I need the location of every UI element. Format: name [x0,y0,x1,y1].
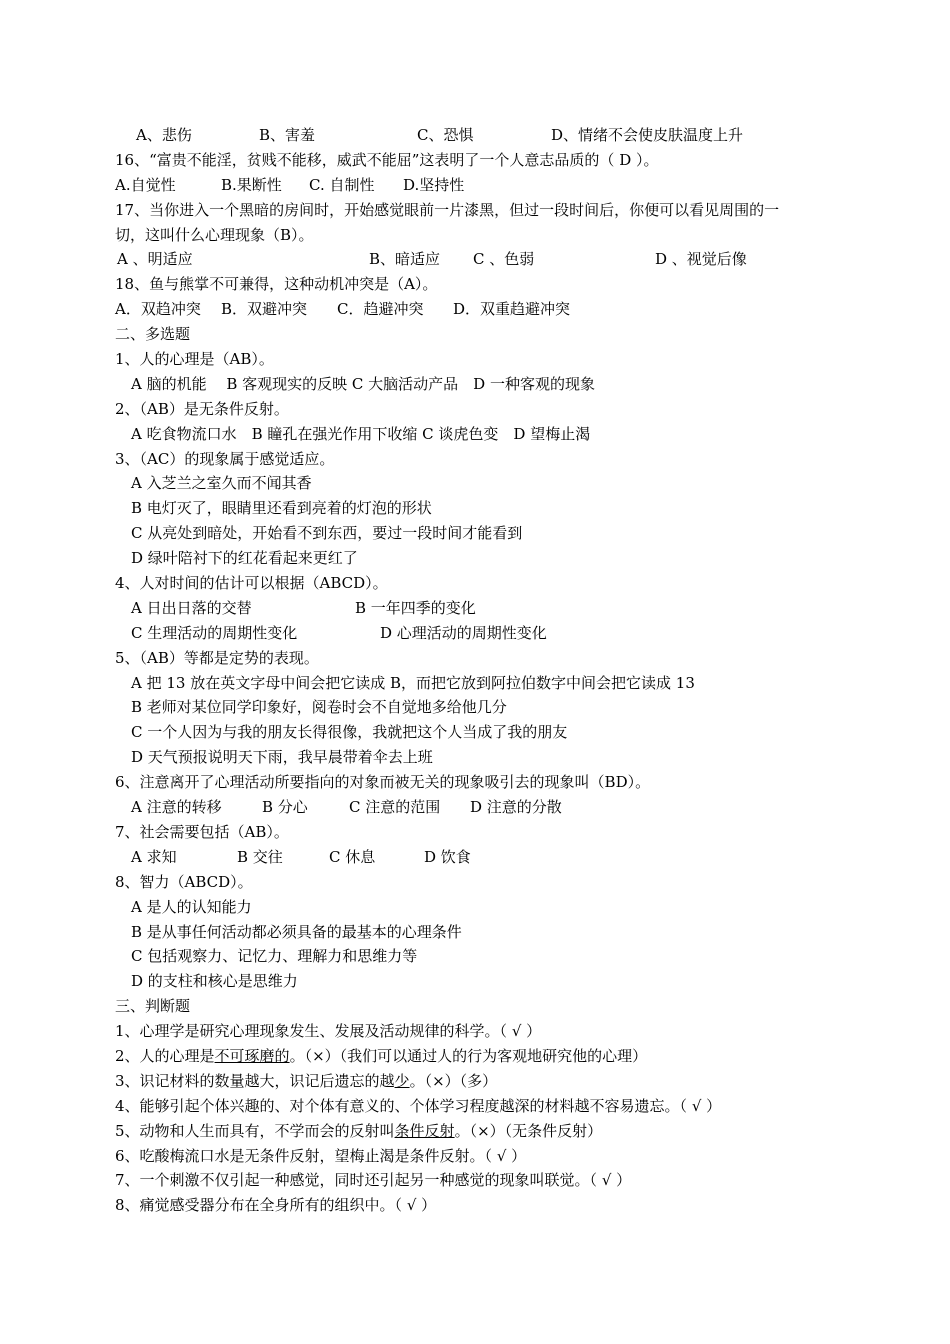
s2-q5-option-a: A 把 13 放在英文字母中间会把它读成 B，而把它放到阿拉伯数字中间会把它读成 13 [131,673,695,692]
s3-item-2-underlined: 不可琢磨的 [214,1046,290,1065]
q16-question: 16、“富贵不能淫，贫贱不能移，威武不能屈”这表明了一个人意志品质的（ D ）。 [115,150,659,169]
s2-q6-options [115,795,845,820]
s3-item-5-pre: 5、动物和人生而具有，不学而会的反射叫 [115,1121,395,1140]
s2-q3-option-c: C 从亮处到暗处，开始看不到东西，要过一段时间才能看到 [131,524,523,543]
q18-option-c: C．趋避冲突 [337,300,424,319]
s2-q7-question: 7、社会需要包括（AB）。 [115,822,289,841]
q18-options [115,297,845,322]
q17-options [115,247,845,272]
s2-q4-options-ab [115,596,845,621]
s2-q7-options [115,845,845,870]
q18-option-d: D．双重趋避冲突 [453,300,571,319]
s2-q6-option-a: A 注意的转移 [131,798,222,817]
s3-item-3 [115,1069,845,1094]
s2-q2-options: A 吃食物流口水 B 瞳孔在强光作用下收缩 C 谈虎色变 D 望梅止渴 [131,424,591,443]
document-body [115,123,845,1218]
s2-q6-question: 6、注意离开了心理活动所要指向的对象而被无关的现象吸引去的现象叫（BD）。 [115,773,651,792]
s3-item-3-underlined: 少 [394,1071,410,1090]
q16-option-d: D.坚持性 [403,175,465,194]
s2-q1-question: 1、人的心理是（AB）。 [115,350,274,369]
q15-option-a: A、悲伤 [136,126,192,144]
s2-q7-option-c: C 休息 [329,847,376,866]
s2-q5-question: 5、（AB）等都是定势的表现。 [115,648,319,667]
q16-option-a: A.自觉性 [115,175,176,194]
s2-q2-question: 2、（AB）是无条件反射。 [115,399,289,418]
q17-option-a: A 、明适应 [117,250,193,269]
s3-item-3-post: 。（×）（多） [409,1071,498,1090]
s3-item-2-pre: 2、人的心理是 [115,1046,215,1065]
s2-q7-option-d: D 饮食 [424,847,471,866]
q18-question: 18、鱼与熊掌不可兼得，这种动机冲突是（A）。 [115,275,438,294]
s2-q6-option-b: B 分心 [262,798,308,817]
s2-q8-option-b: B 是从事任何活动都必须具备的最基本的心理条件 [131,922,462,941]
s2-q5-option-d: D 天气预报说明天下雨，我早晨带着伞去上班 [131,748,433,767]
s2-q7-option-a: A 求知 [131,847,177,866]
section-title-multiple-choice: 二、多选题 [115,325,191,344]
s3-item-1: 1、心理学是研究心理现象发生、发展及活动规律的科学。（ √ ） [115,1022,542,1041]
s2-q7-option-b: B 交往 [237,847,283,866]
q15-option-c: C、恐惧 [417,126,474,144]
s2-q3-option-b: B 电灯灭了，眼睛里还看到亮着的灯泡的形状 [131,499,432,518]
section-title-true-false: 三、判断题 [115,997,191,1016]
s2-q4-question: 4、人对时间的估计可以根据（ABCD）。 [115,574,388,593]
s2-q5-option-b: B 老师对某位同学印象好，阅卷时会不自觉地多给他几分 [131,698,507,717]
q16-option-b: B.果断性 [221,175,282,194]
s3-item-6: 6、吃酸梅流口水是无条件反射，望梅止渴是条件反射。（ √ ） [115,1146,527,1165]
s3-item-5 [115,1119,845,1144]
s2-q4-option-a: A 日出日落的交替 [131,598,252,617]
q17-option-c: C 、色弱 [473,250,535,269]
s2-q4-options-cd [115,621,845,646]
s2-q8-option-a: A 是人的认知能力 [131,897,252,916]
s2-q1-options: A 脑的机能 B 客观现实的反映 C 大脑活动产品 D 一种客观的现象 [131,374,595,393]
q15-option-d: D、情绪不会使皮肤温度上升 [551,126,744,144]
q18-option-b: B．双避冲突 [221,300,308,319]
q18-option-a: A．双趋冲突 [115,300,201,319]
q15-options [115,123,845,148]
q17-question-line1: 17、当你进入一个黑暗的房间时，开始感觉眼前一片漆黑，但过一段时间后，你便可以看见周围的一 [115,200,780,219]
q16-options [115,173,845,198]
s3-item-8: 8、痛觉感受器分布在全身所有的组织中。（ √ ） [115,1196,437,1215]
q16-option-c: C. 自制性 [309,175,375,194]
q15-option-b: B、害羞 [259,126,316,144]
q17-option-b: B、暗适应 [369,250,441,269]
s2-q6-option-d: D 注意的分散 [470,798,562,817]
s3-item-7: 7、一个刺激不仅引起一种感觉，同时还引起另一种感觉的现象叫联觉。（ √ ） [115,1171,632,1190]
s3-item-2 [115,1044,845,1069]
s2-q4-option-d: D 心理活动的周期性变化 [380,623,547,642]
s3-item-5-underlined: 条件反射 [394,1121,455,1140]
q17-option-d: D 、视觉后像 [655,250,747,269]
s3-item-2-post: 。（×）（我们可以通过人的行为客观地研究他的心理） [289,1046,648,1065]
q17-question-line2: 切，这叫什么心理现象（B）。 [115,225,314,244]
s2-q4-option-b: B 一年四季的变化 [355,598,476,617]
s2-q5-option-c: C 一个人因为与我的朋友长得很像，我就把这个人当成了我的朋友 [131,723,568,742]
s3-item-4: 4、能够引起个体兴趣的、对个体有意义的、个体学习程度越深的材料越不容易遗忘。（ √ ） [115,1096,722,1115]
s2-q8-option-c: C 包括观察力、记忆力、理解力和思维力等 [131,947,418,966]
s2-q8-question: 8、智力（ABCD）。 [115,872,253,891]
s2-q3-option-d: D 绿叶陪衬下的红花看起来更红了 [131,549,358,568]
s2-q8-option-d: D 的支柱和核心是思维力 [131,972,298,991]
s3-item-5-post: 。（×）（无条件反射） [454,1121,603,1140]
s2-q6-option-c: C 注意的范围 [349,798,441,817]
s3-item-3-pre: 3、识记材料的数量越大，识记后遗忘的越 [115,1071,395,1090]
s2-q4-option-c: C 生理活动的周期性变化 [131,623,298,642]
s2-q3-question: 3、（AC）的现象属于感觉适应。 [115,449,335,468]
s2-q3-option-a: A 入芝兰之室久而不闻其香 [131,474,312,493]
